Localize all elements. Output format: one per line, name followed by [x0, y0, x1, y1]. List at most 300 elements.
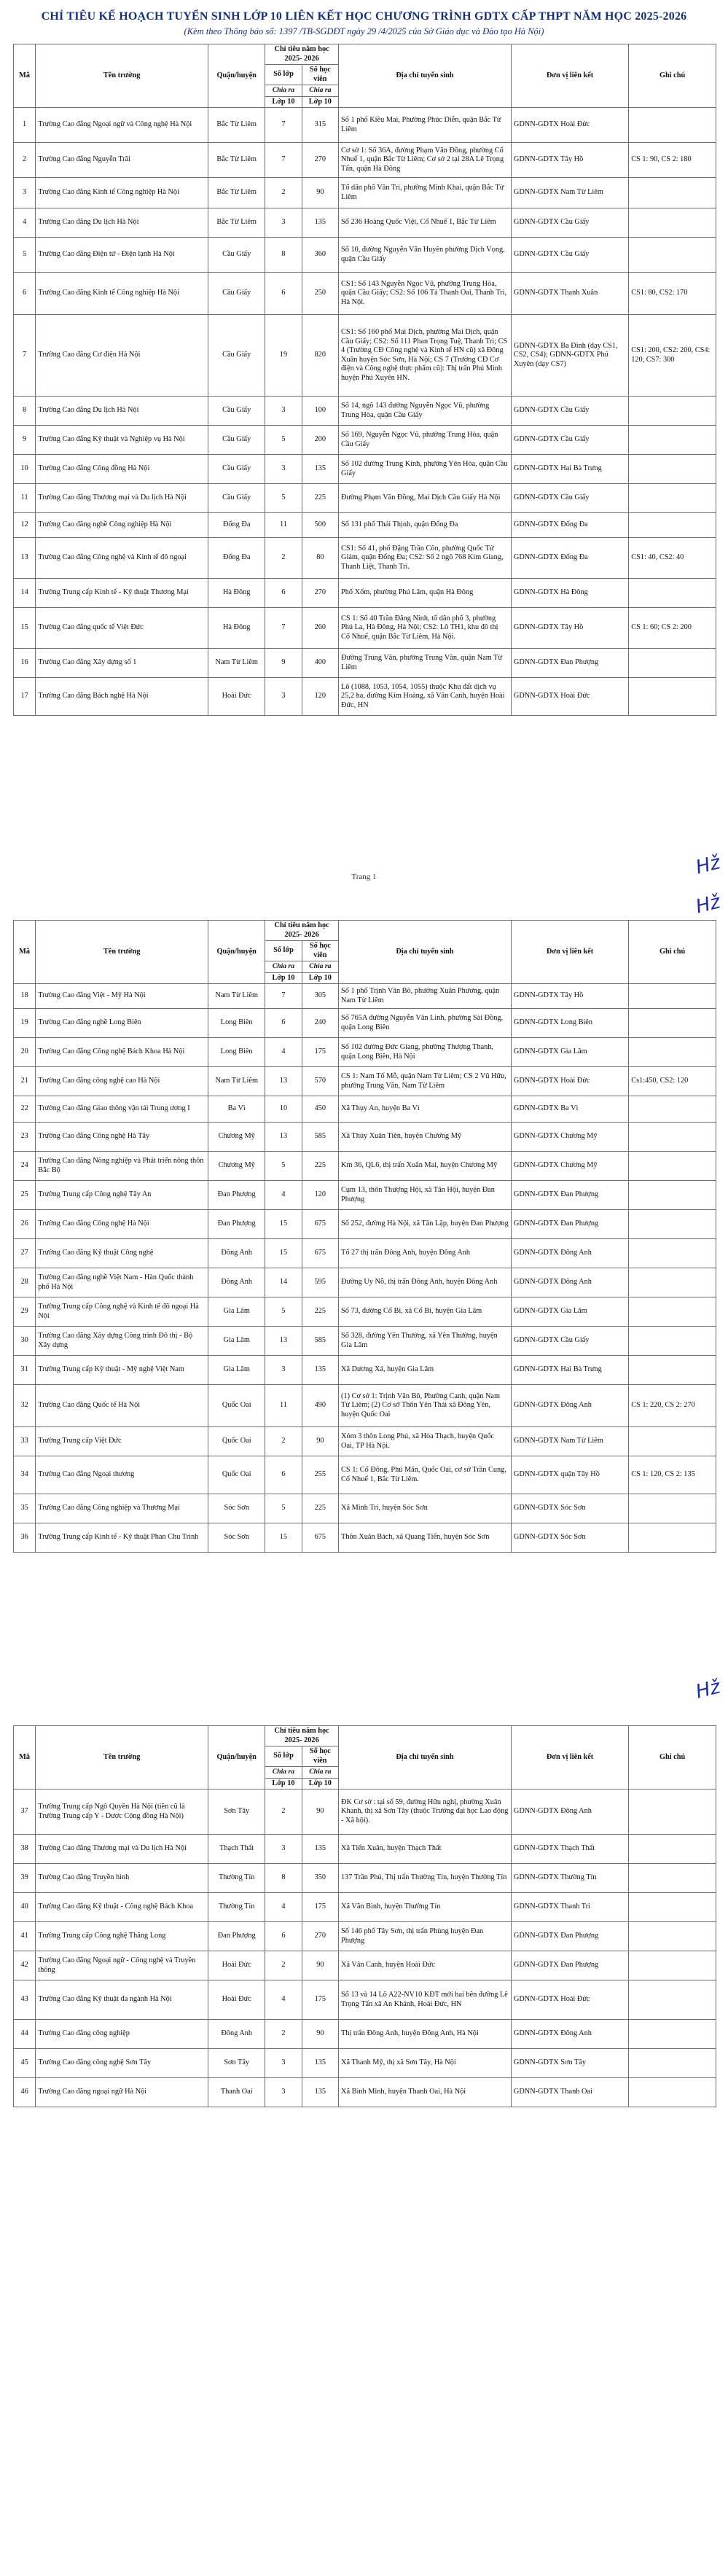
row-partner: GDNN-GDTX Chương Mỹ: [511, 1152, 628, 1181]
row-partner: GDNN-GDTX Cầu Giấy: [511, 397, 628, 426]
row-partner: GDNN-GDTX Hai Bà Trưng: [511, 1356, 628, 1385]
row-students: 500: [302, 513, 338, 538]
row-address: Xã Thủy Xuân Tiên, huyện Chương Mỹ: [339, 1123, 512, 1152]
table-row: [14, 178, 716, 208]
header-stt: Mã: [14, 921, 36, 984]
row-district: Đông Anh: [208, 2020, 265, 2049]
row-students: 80: [302, 538, 338, 579]
row-stt: 38: [14, 1835, 36, 1864]
row-students: 490: [302, 1385, 338, 1427]
row-school-name: Trường Cao đẳng Việt - Mỹ Hà Nội: [36, 984, 208, 1009]
row-note: [629, 1789, 716, 1835]
row-partner: GDNN-GDTX Thạch Thất: [511, 1835, 628, 1864]
row-address: CS1: Số 41, phố Đặng Trần Côn, phường Quốc Tử Giám, quận Đống Đa; CS2: Số 2 ngõ 768 Kim Giang, Thanh Liệt, Thanh Trì.: [339, 538, 512, 579]
row-address: Số 1 phố Kiều Mai, Phường Phúc Diễn, quận Bắc Từ Liêm: [339, 108, 512, 143]
row-stt: 34: [14, 1456, 36, 1494]
row-school-name: Trường Cao đẳng quốc tế Việt Đức: [36, 608, 208, 649]
row-school-name: Trường Cao đẳng Ngoại ngữ và Công nghệ Hà Nội: [36, 108, 208, 143]
header-district: Quận/huyện: [208, 44, 265, 108]
row-students: 360: [302, 238, 338, 273]
row-school-name: Trường Cao đẳng Kỹ thuật - Công nghệ Bách Khoa: [36, 1893, 208, 1922]
table-row: [14, 608, 716, 649]
row-address: Tổ 27 thị trấn Đông Anh, huyện Đông Anh: [339, 1239, 512, 1268]
row-address: Xã Thụy An, huyện Ba Vì: [339, 1096, 512, 1123]
row-school-name: Trường Cao đẳng Giao thông vận tải Trung ương I: [36, 1096, 208, 1123]
table-row: [14, 538, 716, 579]
row-partner: GDNN-GDTX Ba Vì: [511, 1096, 628, 1123]
row-classes: 3: [265, 2078, 302, 2107]
header-split: Chia ra: [265, 1767, 302, 1779]
row-partner: GDNN-GDTX Đông Anh: [511, 1789, 628, 1835]
row-school-name: Trường Cao đẳng Công nghiệp và Thương Mại: [36, 1494, 208, 1523]
row-district: Hoài Đức: [208, 1951, 265, 1980]
row-partner: GDNN-GDTX Hoài Đức: [511, 108, 628, 143]
row-classes: 4: [265, 1038, 302, 1067]
initials-signature: Hž: [693, 891, 723, 918]
row-note: [629, 2078, 716, 2107]
row-address: Xóm 3 thôn Long Phú, xã Hòa Thạch, huyện Quốc Oai, TP Hà Nội.: [339, 1427, 512, 1456]
row-classes: 2: [265, 1427, 302, 1456]
row-district: Bắc Từ Liêm: [208, 208, 265, 238]
row-note: [629, 1893, 716, 1922]
row-school-name: Trường Trung cấp Việt Đức: [36, 1427, 208, 1456]
quota-table: [13, 920, 716, 1553]
table-row: [14, 2020, 716, 2049]
row-address: Số 13 và 14 Lô A22-NV10 KĐT mới hai bên đường Lê Trọng Tấn xã An Khánh, Hoài Đức, HN: [339, 1980, 512, 2020]
row-district: Quốc Oai: [208, 1427, 265, 1456]
row-students: 135: [302, 208, 338, 238]
quota-table: [13, 44, 716, 716]
row-classes: 2: [265, 1951, 302, 1980]
row-note: [629, 1239, 716, 1268]
row-partner: GDNN-GDTX Đan Phượng: [511, 1210, 628, 1239]
row-district: Hoài Đức: [208, 678, 265, 716]
row-district: Gia Lâm: [208, 1356, 265, 1385]
row-students: 595: [302, 1268, 338, 1297]
table-row: [14, 984, 716, 1009]
header-students: Số học viên: [302, 941, 338, 961]
row-classes: 5: [265, 1297, 302, 1327]
row-stt: 16: [14, 649, 36, 678]
row-note: [629, 238, 716, 273]
row-district: Đống Đa: [208, 513, 265, 538]
row-partner: GDNN-GDTX Hoài Đức: [511, 1980, 628, 2020]
row-classes: 7: [265, 984, 302, 1009]
table-row: [14, 208, 716, 238]
row-students: 315: [302, 108, 338, 143]
table-row: [14, 678, 716, 716]
row-district: Hoài Đức: [208, 1980, 265, 2020]
row-note: [629, 1210, 716, 1239]
row-note: [629, 1922, 716, 1951]
row-district: Quốc Oai: [208, 1385, 265, 1427]
row-address: Đường Trung Văn, phường Trung Văn, quận Nam Từ Liêm: [339, 649, 512, 678]
row-classes: 4: [265, 1893, 302, 1922]
row-district: Bắc Từ Liêm: [208, 108, 265, 143]
table-row: [14, 1864, 716, 1893]
header-address: Địa chỉ tuyển sinh: [339, 921, 512, 984]
row-note: [629, 1494, 716, 1523]
table-row: [14, 1123, 716, 1152]
row-classes: 6: [265, 273, 302, 315]
table-row: [14, 1494, 716, 1523]
row-students: 200: [302, 426, 338, 455]
row-school-name: Trường Trung cấp Kinh tế - Kỹ thuật Phan Chu Trinh: [36, 1523, 208, 1553]
row-students: 305: [302, 984, 338, 1009]
row-address: Số 10, đường Nguyễn Văn Huyên phường Dịch Vọng, quận Cầu Giấy: [339, 238, 512, 273]
row-classes: 3: [265, 208, 302, 238]
header-quota-group: Chỉ tiêu năm học 2025- 2026: [265, 1726, 339, 1746]
row-stt: 30: [14, 1327, 36, 1356]
row-address: Số 1 phố Trịnh Văn Bô, phường Xuân Phương, quận Nam Từ Liêm: [339, 984, 512, 1009]
row-school-name: Trường Cao đẳng công nghệ cao Hà Nội: [36, 1067, 208, 1096]
row-district: Cầu Giấy: [208, 426, 265, 455]
row-note: CS 1: 120, CS 2: 135: [629, 1456, 716, 1494]
row-partner: GDNN-GDTX Nam Từ Liêm: [511, 178, 628, 208]
row-stt: 33: [14, 1427, 36, 1456]
row-district: Thanh Oai: [208, 2078, 265, 2107]
row-students: 175: [302, 1038, 338, 1067]
row-students: 350: [302, 1864, 338, 1893]
row-address: Số 236 Hoàng Quốc Việt, Cổ Nhuế 1, Bắc Từ Liêm: [339, 208, 512, 238]
header-note: Ghi chú: [629, 1726, 716, 1789]
row-students: 100: [302, 397, 338, 426]
table-row: [14, 1009, 716, 1038]
row-stt: 28: [14, 1268, 36, 1297]
row-stt: 43: [14, 1980, 36, 2020]
table-row: [14, 1297, 716, 1327]
row-students: 270: [302, 1922, 338, 1951]
row-students: 675: [302, 1210, 338, 1239]
row-district: Đống Đa: [208, 538, 265, 579]
row-students: 225: [302, 1494, 338, 1523]
table-row: [14, 143, 716, 178]
table-row: [14, 455, 716, 484]
row-stt: 13: [14, 538, 36, 579]
row-address: Đường Uy Nỗ, thị trấn Đông Anh, huyện Đông Anh: [339, 1268, 512, 1297]
row-school-name: Trường Trung cấp Công nghệ Tây An: [36, 1181, 208, 1210]
row-note: [629, 2049, 716, 2078]
row-school-name: Trường Cao đẳng Kỹ thuật Công nghệ: [36, 1239, 208, 1268]
row-note: [629, 1123, 716, 1152]
row-classes: 15: [265, 1523, 302, 1553]
table-row: [14, 1067, 716, 1096]
row-students: 820: [302, 315, 338, 397]
row-partner: GDNN-GDTX Đan Phượng: [511, 1181, 628, 1210]
row-school-name: Trường Cao đẳng Công nghệ và Kinh tế đô ngoại: [36, 538, 208, 579]
row-stt: 22: [14, 1096, 36, 1123]
row-note: [629, 108, 716, 143]
row-address: Số 252, đường Hà Nội, xã Tân Lập, huyện Đan Phượng: [339, 1210, 512, 1239]
row-address: Xã Minh Trí, huyện Sóc Sơn: [339, 1494, 512, 1523]
row-note: CS1: 40, CS2: 40: [629, 538, 716, 579]
row-partner: GDNN-GDTX Cầu Giấy: [511, 484, 628, 513]
row-address: ĐK Cơ sở : tại số 59, đường Hữu nghị, phường Xuân Khanh, thị xã Sơn Tây (thuộc Trường đại học Lao động - Xã hội).: [339, 1789, 512, 1835]
row-students: 120: [302, 678, 338, 716]
table-row: [14, 108, 716, 143]
row-address: (1) Cơ sở 1: Trịnh Văn Bô, Phường Canh, quận Nam Từ Liêm; (2) Cơ sở Thôn Yên Thái xã Đông Yên, huyện Quốc Oai: [339, 1385, 512, 1427]
row-note: Cs1:450, CS2: 120: [629, 1067, 716, 1096]
table-row: [14, 426, 716, 455]
row-district: Thạch Thất: [208, 1835, 265, 1864]
row-address: Số 328, đường Yên Thường, xã Yên Thường, huyện Gia Lâm: [339, 1327, 512, 1356]
row-students: 270: [302, 143, 338, 178]
table-row: [14, 513, 716, 538]
row-school-name: Trường Cao đẳng Điện tử - Điện lạnh Hà Nội: [36, 238, 208, 273]
row-address: Lô (1088, 1053, 1054, 1055) thuộc Khu đất dịch vụ 25,2 ha, đường Kim Hoàng, xã Vân Canh, huyện Hoài Đức, HN: [339, 678, 512, 716]
row-address: Số 14, ngõ 143 đường Nguyễn Ngọc Vũ, phường Trung Hòa, quận Cầu Giấy: [339, 397, 512, 426]
row-address: Số 146 phố Tây Sơn, thị trấn Phùng huyện Đan Phượng: [339, 1922, 512, 1951]
row-students: 90: [302, 2020, 338, 2049]
row-stt: 2: [14, 143, 36, 178]
row-school-name: Trường Cao đẳng ngoại ngữ Hà Nội: [36, 2078, 208, 2107]
row-students: 270: [302, 579, 338, 608]
table-row: [14, 315, 716, 397]
row-address: 137 Trần Phú, Thị trấn Thường Tín, huyện Thường Tín: [339, 1864, 512, 1893]
row-district: Nam Từ Liêm: [208, 1067, 265, 1096]
row-partner: GDNN-GDTX Long Biên: [511, 1009, 628, 1038]
row-partner: GDNN-GDTX Đan Phượng: [511, 649, 628, 678]
row-address: Đường Phạm Văn Đồng, Mai Dịch Cầu Giấy Hà Nội: [339, 484, 512, 513]
row-classes: 10: [265, 1096, 302, 1123]
row-district: Thường Tín: [208, 1893, 265, 1922]
row-school-name: Trường Trung cấp Kinh tế - Kỹ thuật Thương Mại: [36, 579, 208, 608]
row-school-name: Trường Cao đẳng Xây dựng số 1: [36, 649, 208, 678]
row-students: 225: [302, 1152, 338, 1181]
row-students: 175: [302, 1980, 338, 2020]
row-note: CS1: 80, CS2: 170: [629, 273, 716, 315]
row-classes: 3: [265, 1835, 302, 1864]
row-students: 585: [302, 1327, 338, 1356]
row-school-name: Trường Trung cấp Ngô Quyền Hà Nội (tiền cũ là Trường Trung cấp Y - Dược Cộng đồng Hà Nội): [36, 1789, 208, 1835]
row-partner: GDNN-GDTX Thanh Trì: [511, 1893, 628, 1922]
row-classes: 2: [265, 538, 302, 579]
row-stt: 27: [14, 1239, 36, 1268]
row-note: [629, 397, 716, 426]
row-note: [629, 1980, 716, 2020]
header-school: Tên trường: [36, 921, 208, 984]
row-school-name: Trường Cao đẳng Kỹ thuật đa ngành Hà Nội: [36, 1980, 208, 2020]
header-quota-group: Chỉ tiêu năm học 2025- 2026: [265, 921, 339, 941]
row-school-name: Trường Cao đẳng Ngoại thương: [36, 1456, 208, 1494]
row-school-name: Trường Cao đẳng Công nghệ Bách Khoa Hà Nội: [36, 1038, 208, 1067]
row-district: Cầu Giấy: [208, 238, 265, 273]
row-district: Long Biên: [208, 1038, 265, 1067]
header-partner: Đơn vị liên kết: [511, 44, 628, 108]
row-classes: 4: [265, 1181, 302, 1210]
table-row: [14, 2078, 716, 2107]
row-district: Cầu Giấy: [208, 484, 265, 513]
row-students: 175: [302, 1893, 338, 1922]
row-stt: 1: [14, 108, 36, 143]
row-partner: GDNN-GDTX Sơn Tây: [511, 2049, 628, 2078]
row-note: [629, 484, 716, 513]
row-district: Chương Mỹ: [208, 1152, 265, 1181]
row-note: CS 1: 60; CS 2: 200: [629, 608, 716, 649]
row-partner: GDNN-GDTX Cầu Giấy: [511, 1327, 628, 1356]
initials-signature: Hž: [693, 1676, 723, 1703]
table-row: [14, 649, 716, 678]
table-row: [14, 1456, 716, 1494]
row-partner: GDNN-GDTX Đông Anh: [511, 1239, 628, 1268]
row-stt: 24: [14, 1152, 36, 1181]
row-partner: GDNN-GDTX Tây Hồ: [511, 143, 628, 178]
row-classes: 6: [265, 1009, 302, 1038]
table-row: [14, 1327, 716, 1356]
header-address: Địa chỉ tuyển sinh: [339, 44, 512, 108]
header-split: Chia ra: [265, 85, 302, 97]
row-partner: GDNN-GDTX Đan Phượng: [511, 1951, 628, 1980]
row-students: 260: [302, 608, 338, 649]
row-school-name: Trường Cao đẳng Du lịch Hà Nội: [36, 208, 208, 238]
header-classes: Số lớp: [265, 65, 302, 85]
table-row: [14, 1181, 716, 1210]
row-students: 570: [302, 1067, 338, 1096]
row-stt: 29: [14, 1297, 36, 1327]
row-classes: 2: [265, 1789, 302, 1835]
row-stt: 4: [14, 208, 36, 238]
row-stt: 12: [14, 513, 36, 538]
row-note: CS 1: 90, CS 2: 180: [629, 143, 716, 178]
row-partner: GDNN-GDTX Hoài Đức: [511, 678, 628, 716]
row-note: [629, 208, 716, 238]
row-school-name: Trường Cao đẳng Nguyễn Trãi: [36, 143, 208, 178]
table-row: [14, 579, 716, 608]
row-note: CS 1: 220, CS 2: 270: [629, 1385, 716, 1427]
table-row: [14, 1523, 716, 1553]
header-grade: Lớp 10: [265, 1778, 302, 1789]
row-students: 90: [302, 1789, 338, 1835]
table-row: [14, 1038, 716, 1067]
row-school-name: Trường Cao đẳng Công nghệ Hà Nội: [36, 1210, 208, 1239]
row-classes: 5: [265, 484, 302, 513]
header-stt: Mã: [14, 44, 36, 108]
row-address: CS 1: Cổ Đông, Phú Mãn, Quốc Oai, cơ sở Trần Cung, Cổ Nhuế 1, Bắc Từ Liêm.: [339, 1456, 512, 1494]
row-address: Cơ sở 1: Số 36A, đường Phạm Văn Đồng, phường Cổ Nhuế 1, quận Bắc Từ Liêm; Cơ sở 2 tại 28A Lê Trọng Tấn, quận Hà Đông: [339, 143, 512, 178]
row-partner: GDNN-GDTX Hai Bà Trưng: [511, 455, 628, 484]
row-classes: 15: [265, 1239, 302, 1268]
row-note: [629, 426, 716, 455]
row-classes: 15: [265, 1210, 302, 1239]
row-note: [629, 1427, 716, 1456]
row-district: Chương Mỹ: [208, 1123, 265, 1152]
row-school-name: Trường Trung cấp Kỹ thuật - Mỹ nghệ Việt Nam: [36, 1356, 208, 1385]
row-students: 400: [302, 649, 338, 678]
row-stt: 11: [14, 484, 36, 513]
row-students: 675: [302, 1239, 338, 1268]
row-address: Số 73, đường Cổ Bi, xã Cổ Bi, huyện Gia Lâm: [339, 1297, 512, 1327]
row-partner: GDNN-GDTX Thường Tín: [511, 1864, 628, 1893]
header-grade: Lớp 10: [302, 1778, 338, 1789]
row-note: CS1: 200, CS2: 200, CS4: 120, CS7: 300: [629, 315, 716, 397]
table-row: [14, 1951, 716, 1980]
table-row: [14, 397, 716, 426]
row-note: [629, 1864, 716, 1893]
row-stt: 40: [14, 1893, 36, 1922]
row-stt: 31: [14, 1356, 36, 1385]
row-district: Thường Tín: [208, 1864, 265, 1893]
row-classes: 8: [265, 1864, 302, 1893]
row-partner: GDNN-GDTX Tây Hồ: [511, 608, 628, 649]
table-row: [14, 1356, 716, 1385]
row-students: 255: [302, 1456, 338, 1494]
row-classes: 2: [265, 2020, 302, 2049]
row-address: Xã Thanh Mỹ, thị xã Sơn Tây, Hà Nội: [339, 2049, 512, 2078]
row-district: Hà Đông: [208, 608, 265, 649]
row-school-name: Trường Cao đẳng Du lịch Hà Nội: [36, 397, 208, 426]
row-district: Long Biên: [208, 1009, 265, 1038]
row-stt: 39: [14, 1864, 36, 1893]
row-partner: GDNN-GDTX Đông Anh: [511, 2020, 628, 2049]
header-grade: Lớp 10: [265, 96, 302, 108]
table-row: [14, 1385, 716, 1427]
row-students: 120: [302, 1181, 338, 1210]
row-stt: 44: [14, 2020, 36, 2049]
row-stt: 26: [14, 1210, 36, 1239]
row-district: Sóc Sơn: [208, 1494, 265, 1523]
table-row: [14, 1980, 716, 2020]
row-stt: 25: [14, 1181, 36, 1210]
row-students: 90: [302, 1951, 338, 1980]
row-note: [629, 1268, 716, 1297]
row-classes: 7: [265, 143, 302, 178]
table-row: [14, 2049, 716, 2078]
header-school: Tên trường: [36, 44, 208, 108]
row-classes: 19: [265, 315, 302, 397]
table-row: [14, 1096, 716, 1123]
row-address: Thị trấn Đông Anh, huyện Đông Anh, Hà Nội: [339, 2020, 512, 2049]
row-stt: 35: [14, 1494, 36, 1523]
table-row: [14, 1835, 716, 1864]
row-address: Phố Xốm, phường Phú Lãm, quận Hà Đông: [339, 579, 512, 608]
table-row: [14, 484, 716, 513]
row-stt: 19: [14, 1009, 36, 1038]
header-school: Tên trường: [36, 1726, 208, 1789]
row-partner: GDNN-GDTX Chương Mỹ: [511, 1123, 628, 1152]
header-students: Số học viên: [302, 1746, 338, 1767]
row-district: Quốc Oai: [208, 1456, 265, 1494]
row-school-name: Trường Cao đẳng Công nghệ Hà Tây: [36, 1123, 208, 1152]
row-note: [629, 1096, 716, 1123]
header-grade: Lớp 10: [302, 972, 338, 984]
header-district: Quận/huyện: [208, 1726, 265, 1789]
row-stt: 6: [14, 273, 36, 315]
row-district: Sơn Tây: [208, 2049, 265, 2078]
row-partner: GDNN-GDTX Thanh Oai: [511, 2078, 628, 2107]
row-students: 135: [302, 2078, 338, 2107]
row-district: Sơn Tây: [208, 1789, 265, 1835]
row-address: Xã Văn Bình, huyện Thường Tín: [339, 1893, 512, 1922]
row-school-name: Trường Cao đẳng Kinh tế Công nghiệp Hà Nội: [36, 178, 208, 208]
table-row: [14, 1893, 716, 1922]
row-stt: 37: [14, 1789, 36, 1835]
row-students: 450: [302, 1096, 338, 1123]
row-note: [629, 1009, 716, 1038]
row-district: Ba Vì: [208, 1096, 265, 1123]
row-district: Đan Phượng: [208, 1210, 265, 1239]
row-district: Đông Anh: [208, 1268, 265, 1297]
table-row: [14, 1789, 716, 1835]
row-school-name: Trường Cao đẳng công nghiệp: [36, 2020, 208, 2049]
row-partner: GDNN-GDTX Ba Đình (dạy CS1, CS2, CS4); GDNN-GDTX Phú Xuyên (dạy CS7): [511, 315, 628, 397]
row-note: [629, 678, 716, 716]
header-split: Chia ra: [265, 961, 302, 973]
row-classes: 6: [265, 579, 302, 608]
page-title: CHỈ TIÊU KẾ HOẠCH TUYỂN SINH LỚP 10 LIÊN KẾT HỌC CHƯƠNG TRÌNH GDTX CẤP THPT NĂM HỌC 2025-2026: [41, 10, 687, 23]
row-address: CS 1: Số 40 Trần Đăng Ninh, tổ dân phố 3, phường Phú La, Hà Đông, Hà Nội; CS2: Lô TH1, khu đô thị Cổ Nhuế, quận Bắc Từ Liêm, Hà Nội.: [339, 608, 512, 649]
row-note: [629, 1356, 716, 1385]
page-number: Trang 1: [351, 873, 377, 881]
